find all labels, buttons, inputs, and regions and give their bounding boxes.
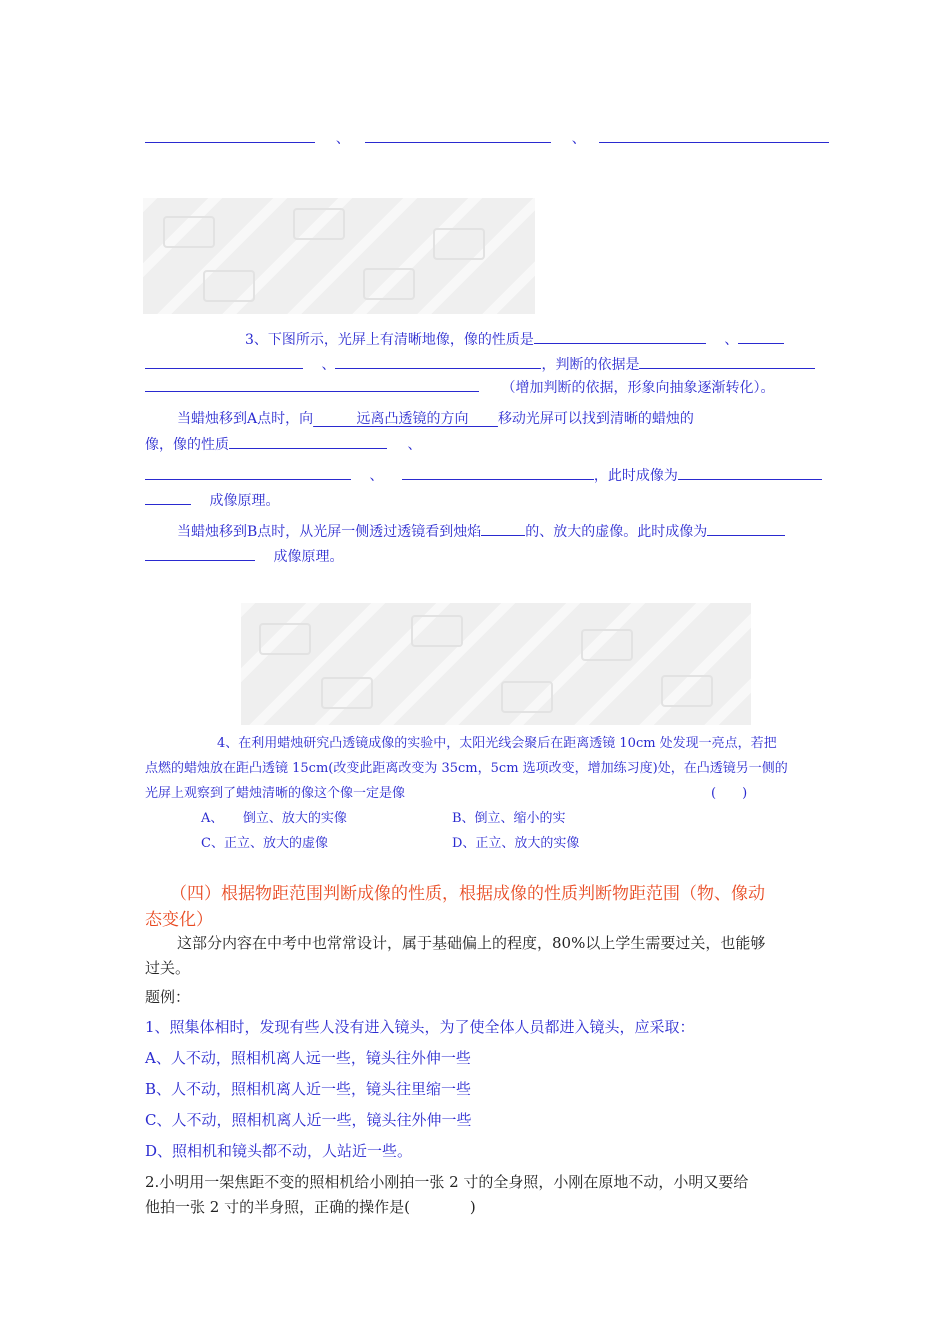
answer-blank: [145, 128, 315, 143]
q4-line3: [145, 782, 405, 801]
separator: 、: [724, 332, 739, 348]
q3-judge-text: ，判断的依据是: [541, 357, 640, 373]
q4-option-a: A、 倒立、放大的实像: [201, 811, 347, 826]
separator: 、: [407, 437, 422, 453]
q3-line1: [245, 329, 784, 349]
q3-b-principle: 成像原理。: [273, 549, 344, 565]
top-answer-blanks: [145, 128, 829, 148]
image-icon: [411, 615, 463, 647]
figure-image-placeholder: [241, 603, 751, 725]
image-icon: [363, 268, 415, 300]
q4-stem-end: 光屏上观察到了蜡烛清晰的像这个像一定是像: [145, 786, 406, 801]
figure-image-placeholder: [143, 198, 535, 314]
q4-option-d: D、正立、放大的实像: [452, 836, 580, 851]
q3-b-line1: [177, 521, 785, 541]
answer-blank: [145, 490, 191, 505]
example2-question-cont: 他拍一张 2 寸的半身照，正确的操作是( ): [145, 1198, 476, 1216]
q3-stem: 3、下图所示，光屏上有清晰地像，像的性质是: [245, 332, 534, 348]
q3-line2: [145, 354, 815, 374]
answer-blank: [229, 434, 387, 449]
answer-blank: [738, 329, 784, 344]
q3-note: （增加判断的依据，形象向抽象逐渐转化）。: [501, 380, 775, 396]
answer-blank: [402, 465, 594, 480]
q3-a-line3: [145, 465, 822, 485]
q3-a-line2: [145, 434, 421, 454]
example2-question: 2.小明用一架焦距不变的照相机给小刚拍一张 2 寸的全身照，小刚在原地不动，小明又要给: [145, 1173, 749, 1191]
answer-blank: [707, 521, 785, 536]
q3-b-stem: 当蜡烛移到B点时，从光屏一侧透过透镜看到烛焰: [177, 524, 482, 540]
image-icon: [661, 675, 713, 707]
example1-option-b: B、人不动，照相机离人近一些，镜头往里缩一些: [145, 1080, 472, 1098]
q3-a-answer: 远离凸透镜的方向: [356, 411, 469, 427]
answer-blank: [335, 354, 541, 369]
example-label: 题例：: [145, 988, 191, 1006]
image-icon: [293, 208, 345, 240]
q3-a-principle: 成像原理。: [209, 493, 280, 509]
example1-option-c: C、人不动，照相机离人近一些，镜头往外伸一些: [145, 1111, 472, 1129]
image-icon: [321, 677, 373, 709]
answer-blank: [481, 521, 525, 536]
image-icon: [433, 228, 485, 260]
q3-a-now: ，此时成像为: [593, 468, 678, 484]
answer-blank: [145, 377, 479, 392]
q4-option-b: B、倒立、缩小的实: [452, 811, 566, 826]
image-icon: [501, 681, 553, 713]
separator: 、: [369, 468, 384, 484]
q3-b-continue: 的、放大的虚像。此时成像为: [525, 524, 708, 540]
section-intro-cont: 过关。: [145, 959, 191, 977]
answer-blank: [678, 465, 822, 480]
q3-b-line2: [145, 546, 343, 566]
q3-a-continue: 移动光屏可以找到清晰的蜡烛的: [497, 411, 694, 427]
answer-blank: [145, 465, 351, 480]
answer-blank: [534, 329, 706, 344]
separator: 、: [571, 131, 586, 147]
separator: 、: [335, 131, 350, 147]
q3-a-nature: 像，像的性质: [145, 437, 229, 453]
answer-blank: [639, 354, 815, 369]
q3-a-stem: 当蜡烛移到A点时，向: [177, 411, 314, 427]
example1-option-d: D、照相机和镜头都不动，人站近一些。: [145, 1142, 413, 1160]
image-icon: [259, 623, 311, 655]
q4-option-c: C、正立、放大的虚像: [201, 836, 328, 851]
section-heading-cont: 态变化）: [145, 910, 213, 930]
answer-blank: [365, 128, 551, 143]
image-icon: [203, 270, 255, 302]
example1-question: 1、照集体相时，发现有些人没有进入镜头，为了使全体人员都进入镜头，应采取：: [145, 1018, 695, 1036]
answer-blank: [145, 354, 303, 369]
q4-line2: 点燃的蜡烛放在距凸透镜 15cm(改变此距离改变为 35cm，5cm 选项改变，增加练习度)处，在凸透镜另一侧的: [145, 761, 788, 776]
q3-line3: [145, 377, 774, 397]
answer-blank: [599, 128, 829, 143]
example1-option-a: A、人不动，照相机离人远一些，镜头往外伸一些: [145, 1049, 471, 1067]
q4-line1: 4、在利用蜡烛研究凸透镜成像的实验中，太阳光线会聚后在距离透镜 10cm 处发现一亮点，若把: [217, 736, 777, 751]
section-heading: （四）根据物距范围判断成像的性质，根据成像的性质判断物距范围（物、像动: [170, 884, 765, 904]
q3-a-line4: [145, 490, 279, 510]
q3-a-line1: [177, 408, 694, 428]
answer-blank: [145, 546, 255, 561]
image-icon: [581, 629, 633, 661]
image-icon: [163, 216, 215, 248]
separator: 、: [321, 357, 336, 373]
q4-answer-paren: ( ): [711, 786, 748, 801]
section-intro: 这部分内容在中考中也常常设计，属于基础偏上的程度，80%以上学生需要过关，也能够: [177, 934, 766, 952]
